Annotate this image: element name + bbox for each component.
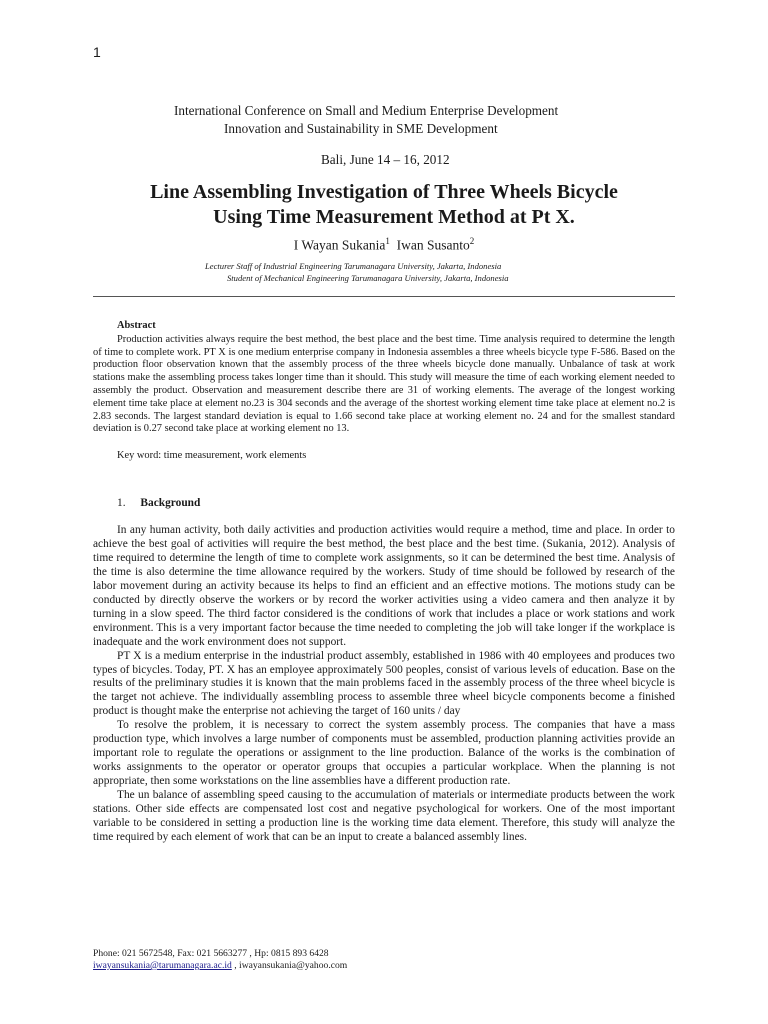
paragraph: The un balance of assembling speed causing to the accumulation of materials or intermediate products between the work stations. Other side effects are compensated lost cost and negative psychological for workers. One of the most important variable to be considered in setting a production line is the working time data element. Therefore, this study will analyze the time required by each element of work that can be an input to create a balanced assembly lines.: [93, 789, 675, 843]
paragraph: In any human activity, both daily activities and production activities would require a method, time and place. In order to achieve the best goal of activities will require the best method, the best place and the best time. (Sukania, 2012). Analysis of time required to determine the length of time to complete work assignments, so it can be determined the best time. Analysis of the time is also determine the time allowance required by the workers. Study of time should be followed by research of the labor movement during an activity because its helps to find an efficient and an effective motions. The motions study can be conducted by directly observe the workers or by record the worker activities using a video camera and then analyze it by turning in a slow speed. The third factor considered is the conditions of work that includes a place or work stations and work environment. This is a very important factor because the time needed to completing the job will take longer if the workplace is inadequate and the work environment does not support.: [93, 524, 675, 648]
abstract-text: Production activities always require the best method, the best place and the best time. Time analysis required to determine the length of time to complete work. PT X is one medium enterprise company in Indonesia assembles a three wheels bicycle type F-586. Based on the production floor observation known that the assembly process of the three wheels bicycle done manually. Unbalance of task at work stations make the assembling process takes longer time than it should. This study will measure the time of each working element needed to assembly the product. Observation and measurement describe there are 31 of working elements. The average of the longest working element time take place at element no.23 is 304 seconds and the average of the shortest working element time take place at element no.2 is 2.83 seconds. The largest standard deviation is equal to 1.66 second take place at working element no. 24 and for the smallest standard deviation is 0.27 second take place at working element no 13.: [93, 333, 675, 435]
paragraph: To resolve the problem, it is necessary to correct the system assembly process. The companies that have a mass production type, which involves a large number of components must be assembled, production planning activities provide an important role to regulate the operations or assignment to the line production. Balance of the works is the combination of works assignments to the operator or operator groups that occupies a particular workplace. When the planning is not appropriate, then some workstations on the line assemblies have a different production rate.: [93, 719, 675, 788]
abstract-heading: Abstract: [117, 320, 156, 331]
paragraph: PT X is a medium enterprise in the industrial product assembly, established in 1986 with 40 employees and produces two types of bicycles. Today, PT. X has an employee approximately 500 peoples, consist of various levels of education. Base on the results of the preliminary studies it is known that the main problems faced in the assembly process of the three wheel bicycle is the target not achieve. The individually assembling process to assemble three wheel bicycle components become a finished product is thought make the enterprise not achieving the target of 160 units / day: [93, 649, 675, 718]
author-2-affil-mark: 2: [469, 236, 475, 246]
author-1-affil-mark: 1: [385, 236, 390, 246]
author-2: Iwan Susanto: [396, 237, 470, 253]
section-title: Background: [140, 497, 201, 509]
header-divider: [93, 296, 675, 297]
paper-title: [93, 180, 675, 230]
conference-name: International Conference on Small and Medium Enterprise Development: [174, 103, 559, 118]
section-number: 1.: [117, 497, 126, 509]
keywords: Key word: time measurement, work elements: [117, 450, 307, 462]
abstract-section: [93, 320, 675, 463]
affiliation-1: Lecturer Staff of Industrial Engineering Tarumanagara University, Jakarta, Indonesia: [205, 261, 502, 271]
section-body: [93, 524, 675, 845]
conference-theme: Innovation and Sustainability in SME Development: [224, 121, 498, 136]
section-heading: [93, 497, 675, 509]
title-line-1: Line Assembling Investigation of Three Wheels Bicycle: [150, 181, 618, 203]
email-link-primary[interactable]: iwayansukania@tarumanagara.ac.id: [93, 960, 232, 971]
footer-emails: [93, 960, 347, 972]
footer-contact: Phone: 021 5672548, Fax: 021 5663277 , Hp: 0815 893 6428: [93, 948, 329, 959]
conference-location-date: Bali, June 14 – 16, 2012: [321, 152, 450, 167]
page-number: 1: [93, 44, 101, 60]
affiliation-2: Student of Mechanical Engineering Tarumanagara University, Jakarta, Indonesia: [227, 273, 509, 283]
title-line-2: Using Time Measurement Method at Pt X.: [213, 206, 575, 228]
email-separator: ,: [231, 960, 240, 971]
email-secondary: iwayansukania@yahoo.com: [239, 960, 348, 971]
author-list: [93, 236, 675, 254]
author-1: I Wayan Sukania: [293, 237, 386, 253]
footer: [93, 948, 347, 972]
